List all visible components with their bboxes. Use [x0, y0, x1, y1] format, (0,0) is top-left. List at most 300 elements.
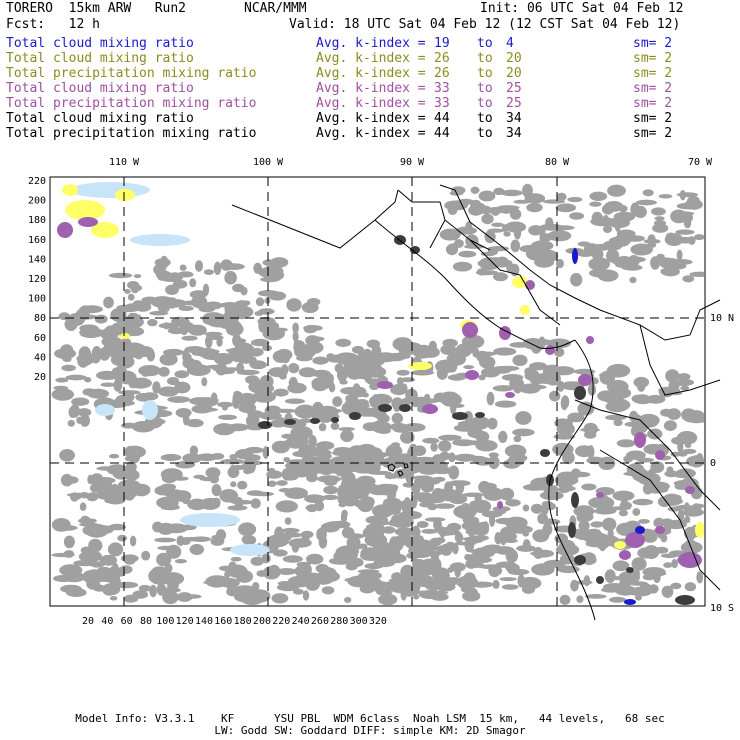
cloud-patch-gray	[152, 522, 163, 533]
y-tick-label: 40	[33, 352, 46, 364]
cloud-patch-gray	[84, 377, 91, 382]
cloud-patch-gray	[633, 499, 654, 506]
cloud-patch-gray	[82, 525, 100, 536]
cloud-patch-gray	[424, 394, 431, 405]
cloud-patch-gray	[231, 557, 242, 562]
cloud-patch-gray	[101, 383, 115, 387]
legend-field: Total cloud mixing ratio	[6, 81, 194, 96]
x-tick-label: 140	[194, 616, 214, 627]
cloud-patch-gray	[232, 396, 239, 409]
cloud-patch-gray	[312, 379, 329, 391]
cloud-patch-gray	[83, 569, 106, 583]
cloud-patch-gray	[451, 186, 465, 194]
cloud-patch-gray	[493, 272, 508, 281]
cloud-patch-gray	[238, 522, 256, 536]
cloud-patch-yellow	[120, 333, 130, 339]
legend-end: 25	[506, 81, 522, 96]
cloud-patch-gray	[626, 257, 646, 263]
cloud-patch-gray	[448, 204, 458, 215]
legend-sm: sm= 2	[633, 96, 673, 111]
cloud-patch-lightblue	[70, 182, 150, 198]
cloud-patch-gray	[411, 563, 428, 576]
legend-to: to	[477, 66, 493, 81]
cloud-patch-gray	[294, 345, 316, 359]
cloud-patch-gray	[283, 555, 303, 563]
cloud-patch-gray	[303, 462, 318, 469]
legend-sm: sm= 2	[633, 126, 673, 141]
legend-end: 34	[506, 111, 522, 126]
cloud-patch-gray	[87, 389, 109, 399]
cloud-patch-gray	[684, 502, 690, 516]
cloud-patch-gray	[435, 582, 455, 591]
cloud-patch-gray	[508, 569, 529, 575]
cloud-patch-gray	[502, 584, 519, 590]
cloud-core-dark	[349, 412, 361, 420]
legend-from: 26	[434, 66, 450, 81]
legend-kindex: Avg. k-index =	[316, 96, 426, 111]
cloud-patch-gray	[312, 450, 327, 455]
cloud-patch-gray	[417, 521, 429, 528]
cloud-patch-gray	[637, 458, 655, 463]
cloud-core-dark	[675, 595, 695, 605]
cloud-patch-gray	[80, 354, 94, 366]
cloud-patch-gray	[141, 551, 150, 561]
cloud-patch-gray	[589, 192, 607, 201]
cloud-patch-gray	[696, 571, 703, 583]
cloud-patch-gray	[337, 488, 349, 498]
cloud-patch-gray	[536, 373, 551, 380]
cloud-patch-gray	[157, 588, 181, 593]
cloud-patch-gray	[334, 447, 353, 453]
cloud-patch-gray	[261, 554, 270, 564]
cloud-patch-gray	[515, 411, 531, 425]
cloud-patch-gray	[634, 206, 647, 218]
cloud-patch-gray	[372, 514, 387, 524]
cloud-patch-blue	[635, 526, 645, 534]
lat-label: 10 N	[710, 313, 735, 324]
cloud-patch-gray	[284, 487, 308, 499]
cloud-patch-gray	[530, 551, 550, 555]
cloud-patch-gray	[643, 189, 654, 196]
cloud-patch-gray	[332, 396, 342, 407]
cloud-patch-gray	[277, 568, 297, 575]
cloud-patch-gray	[487, 229, 504, 233]
cloud-patch-blue	[572, 248, 578, 264]
cloud-patch-gray	[164, 489, 185, 498]
cloud-patch-gray	[195, 260, 203, 272]
cloud-patch-gray	[677, 441, 683, 453]
cloud-patch-gray	[423, 457, 435, 466]
cloud-patch-purple	[422, 404, 438, 414]
cloud-patch-gray	[312, 357, 328, 365]
cloud-patch-gray	[242, 535, 256, 545]
cloud-patch-gray	[639, 583, 652, 594]
cloud-patch-gray	[189, 278, 196, 287]
cloud-patch-gray	[511, 240, 521, 253]
legend-kindex: Avg. k-index =	[316, 51, 426, 66]
cloud-patch-gray	[352, 346, 364, 354]
legend-sm: sm= 2	[633, 36, 673, 51]
cloud-patch-gray	[263, 265, 284, 279]
cloud-patch-gray	[100, 555, 117, 566]
cloud-core-dark	[568, 522, 576, 538]
cloud-patch-gray	[536, 253, 554, 257]
cloud-patch-gray	[175, 559, 187, 563]
cloud-patch-gray	[577, 251, 593, 257]
cloud-patch-gray	[128, 294, 135, 301]
cloud-patch-gray	[608, 529, 614, 539]
cloud-patch-gray	[178, 271, 194, 277]
cloud-patch-gray	[117, 535, 127, 542]
cloud-patch-gray	[603, 215, 609, 224]
cloud-patch-gray	[558, 478, 573, 490]
cloud-patch-gray	[677, 250, 683, 261]
cloud-patch-gray	[306, 474, 318, 483]
cloud-patch-gray	[109, 273, 133, 278]
legend-field: Total precipitation mixing ratio	[6, 96, 257, 111]
cloud-patch-gray	[594, 508, 617, 515]
cloud-patch-gray	[589, 202, 601, 207]
cloud-patch-gray	[327, 355, 344, 363]
y-tick-label: 60	[33, 332, 46, 344]
cloud-patch-gray	[214, 262, 222, 275]
cloud-patch-gray	[512, 429, 535, 437]
cloud-patch-gray	[224, 271, 237, 285]
cloud-patch-gray	[676, 468, 696, 478]
x-tick-label: 160	[214, 616, 233, 627]
x-tick-label: 280	[330, 616, 349, 627]
cloud-patch-gray	[270, 420, 287, 428]
cloud-patch-gray	[290, 426, 312, 440]
cloud-patch-gray	[112, 367, 127, 376]
cloud-patch-gray	[617, 439, 636, 447]
legend-end: 4	[506, 36, 514, 51]
cloud-patch-gray	[113, 379, 122, 392]
cloud-patch-gray	[466, 521, 475, 535]
y-tick-label: 120	[27, 274, 46, 285]
cloud-patch-gray	[151, 576, 169, 585]
cloud-patch-gray	[130, 536, 136, 547]
x-tick-label: 40	[101, 616, 114, 627]
cloud-patch-gray	[602, 204, 614, 215]
cloud-patch-gray	[54, 348, 76, 359]
cloud-patch-gray	[382, 554, 390, 562]
cloud-patch-lightblue	[230, 544, 270, 556]
cloud-patch-gray	[79, 523, 98, 527]
legend-to: to	[477, 81, 493, 96]
cloud-patch-gray	[603, 225, 612, 233]
legend-end: 34	[506, 126, 522, 141]
cloud-patch-gray	[363, 422, 378, 431]
cloud-patch-gray	[505, 222, 526, 233]
weather-map	[0, 150, 740, 640]
cloud-patch-gray	[61, 365, 76, 372]
cloud-patch-gray	[235, 355, 242, 360]
cloud-patch-gray	[80, 414, 90, 427]
cloud-patch-gray	[339, 380, 347, 385]
cloud-patch-gray	[158, 367, 169, 377]
legend-sm: sm= 2	[633, 81, 673, 96]
cloud-patch-gray	[529, 362, 547, 370]
cloud-patch-gray	[557, 381, 565, 392]
cloud-patch-gray	[378, 594, 397, 606]
cloud-patch-gray	[475, 440, 497, 451]
cloud-patch-gray	[79, 305, 103, 313]
cloud-patch-gray	[285, 398, 305, 404]
cloud-patch-gray	[584, 423, 598, 435]
cloud-patch-gray	[87, 475, 93, 485]
cloud-patch-gray	[510, 525, 533, 534]
cloud-patch-gray	[189, 360, 202, 370]
cloud-patch-gray	[462, 591, 480, 599]
cloud-patch-gray	[349, 402, 370, 409]
cloud-patch-gray	[147, 349, 156, 361]
cloud-patch-gray	[52, 388, 74, 400]
cloud-patch-gray	[614, 212, 636, 222]
legend-end: 20	[506, 51, 522, 66]
cloud-patch-gray	[323, 486, 338, 495]
cloud-patch-gray	[671, 559, 678, 568]
legend-from: 44	[434, 111, 450, 126]
legend-to: to	[477, 111, 493, 126]
cloud-patch-gray	[667, 466, 674, 473]
x-tick-label: 180	[233, 616, 252, 627]
cloud-patch-gray	[161, 454, 182, 461]
legend-field: Total cloud mixing ratio	[6, 51, 194, 66]
cloud-patch-gray	[361, 585, 376, 592]
cloud-patch-gray	[595, 457, 605, 461]
cloud-patch-gray	[70, 404, 80, 418]
cloud-patch-gray	[202, 352, 225, 360]
legend-to: to	[477, 51, 493, 66]
cloud-patch-gray	[523, 531, 530, 537]
cloud-patch-gray	[663, 562, 672, 568]
cloud-patch-gray	[360, 548, 372, 561]
cloud-patch-gray	[346, 563, 358, 571]
y-tick-label: 180	[27, 215, 46, 227]
lon-label: 90 W	[399, 157, 425, 168]
cloud-patch-gray	[173, 477, 189, 481]
cloud-patch-gray	[219, 367, 241, 371]
cloud-patch-gray	[360, 496, 375, 508]
cloud-patch-gray	[68, 420, 75, 427]
x-tick-label: 260	[310, 616, 329, 627]
cloud-patch-gray	[453, 262, 472, 272]
cloud-core-dark	[331, 417, 339, 423]
cloud-patch-gray	[366, 524, 384, 531]
cloud-patch-purple	[57, 222, 73, 238]
cloud-patch-gray	[569, 212, 584, 219]
cloud-patch-gray	[463, 365, 474, 369]
lon-label: 70 W	[687, 157, 713, 168]
cloud-patch-gray	[471, 187, 480, 194]
cloud-patch-gray	[77, 315, 98, 320]
cloud-patch-gray	[522, 585, 535, 594]
cloud-patch-gray	[66, 375, 87, 381]
cloud-patch-yellow	[520, 305, 530, 315]
cloud-patch-gray	[409, 444, 418, 458]
x-tick-label: 320	[368, 616, 387, 627]
cloud-patch-gray	[267, 481, 276, 487]
cloud-patch-gray	[415, 348, 431, 354]
y-tick-label: 80	[33, 313, 46, 325]
cloud-patch-gray	[494, 532, 501, 544]
cloud-patch-gray	[465, 563, 484, 568]
cloud-patch-gray	[575, 445, 593, 457]
cloud-patch-gray	[655, 486, 669, 493]
cloud-patch-gray	[668, 374, 690, 379]
forecast-hour: Fcst: 12 h	[6, 17, 100, 32]
cloud-patch-gray	[570, 273, 582, 287]
cloud-core-dark	[574, 555, 586, 565]
cloud-core-dark	[310, 418, 320, 424]
cloud-patch-gray	[481, 483, 497, 490]
cloud-patch-gray	[433, 558, 442, 572]
cloud-patch-gray	[448, 374, 466, 380]
cloud-core-dark	[452, 412, 468, 420]
cloud-patch-gray	[339, 503, 347, 508]
cloud-patch-gray	[61, 474, 73, 487]
cloud-patch-gray	[498, 431, 507, 443]
cloud-patch-gray	[579, 520, 590, 532]
cloud-patch-gray	[129, 450, 140, 464]
cloud-patch-purple	[462, 322, 478, 338]
cloud-patch-lightblue	[130, 234, 190, 246]
lat-label: 0	[710, 458, 717, 469]
lon-label: 110 W	[108, 157, 140, 168]
cloud-patch-gray	[259, 412, 281, 420]
cloud-patch-gray	[156, 497, 179, 509]
cloud-patch-gray	[495, 518, 513, 524]
cloud-patch-gray	[403, 423, 425, 432]
x-tick-label: 60	[120, 616, 133, 627]
cloud-patch-yellow	[62, 184, 78, 196]
cloud-patch-gray	[205, 332, 223, 337]
legend-from: 26	[434, 51, 450, 66]
cloud-patch-purple	[634, 432, 646, 448]
cloud-patch-gray	[666, 233, 676, 242]
cloud-patch-gray	[288, 363, 299, 373]
cloud-patch-gray	[620, 502, 632, 510]
cloud-patch-gray	[572, 472, 590, 478]
cloud-patch-gray	[304, 494, 325, 503]
cloud-patch-purple	[78, 217, 98, 227]
cloud-patch-purple	[545, 345, 555, 355]
cloud-patch-gray	[123, 595, 138, 603]
cloud-patch-gray	[295, 566, 305, 576]
cloud-patch-gray	[329, 383, 335, 393]
cloud-patch-gray	[397, 370, 410, 376]
cloud-patch-gray	[394, 573, 411, 579]
cloud-patch-gray	[165, 523, 188, 533]
cloud-patch-gray	[319, 423, 327, 431]
cloud-patch-gray	[149, 585, 157, 598]
cloud-patch-gray	[603, 394, 616, 403]
cloud-patch-gray	[629, 411, 638, 422]
cloud-patch-gray	[481, 214, 493, 224]
cloud-patch-gray	[516, 545, 536, 552]
cloud-patch-gray	[552, 443, 574, 456]
cloud-patch-gray	[316, 373, 333, 377]
y-tick-label: 20	[33, 372, 46, 383]
cloud-patch-gray	[433, 519, 442, 531]
cloud-patch-gray	[435, 360, 456, 374]
cloud-patch-gray	[435, 503, 455, 509]
cloud-patch-gray	[286, 298, 301, 311]
cloud-patch-gray	[542, 523, 552, 536]
cloud-patch-gray	[228, 562, 237, 574]
cloud-patch-gray	[500, 577, 517, 581]
x-tick-label: 80	[139, 616, 153, 627]
cloud-patch-gray	[206, 467, 221, 478]
cloud-core-dark	[626, 567, 634, 573]
cloud-patch-gray	[390, 484, 398, 490]
cloud-fields	[51, 182, 710, 605]
cloud-patch-gray	[472, 547, 495, 558]
cloud-core-dark	[284, 419, 296, 425]
x-tick-label: 20	[81, 616, 95, 627]
cloud-patch-gray	[528, 225, 543, 235]
cloud-patch-gray	[167, 377, 179, 385]
cloud-patch-gray	[220, 578, 240, 588]
cloud-patch-gray	[439, 392, 460, 406]
legend-from: 33	[434, 96, 450, 111]
cloud-patch-gray	[622, 265, 643, 271]
cloud-patch-gray	[110, 596, 118, 601]
cloud-patch-gray	[656, 226, 668, 230]
cloud-patch-gray	[645, 571, 666, 577]
cloud-patch-gray	[220, 459, 244, 465]
cloud-patch-gray	[588, 384, 596, 396]
cloud-patch-gray	[111, 323, 121, 335]
legend-from: 44	[434, 126, 450, 141]
x-tick-label: 220	[272, 616, 291, 627]
cloud-patch-gray	[203, 284, 209, 296]
cloud-patch-gray	[227, 423, 249, 431]
cloud-patch-gray	[183, 301, 199, 306]
cloud-patch-gray	[578, 241, 591, 246]
cloud-patch-gray	[196, 453, 218, 461]
cloud-patch-gray	[200, 408, 218, 412]
cloud-patch-gray	[381, 415, 390, 423]
cloud-patch-yellow	[695, 522, 705, 538]
x-tick-label: 300	[349, 616, 368, 627]
cloud-patch-gray	[248, 381, 269, 394]
cloud-patch-gray	[643, 483, 653, 494]
cloud-patch-gray	[370, 394, 392, 405]
cloud-patch-gray	[91, 328, 103, 337]
cloud-patch-gray	[372, 345, 382, 357]
cloud-patch-purple	[655, 526, 665, 534]
cloud-patch-gray	[262, 327, 285, 341]
cloud-core-dark	[399, 404, 411, 412]
cloud-patch-gray	[80, 502, 87, 511]
cloud-patch-gray	[59, 449, 75, 462]
cloud-patch-gray	[322, 586, 335, 594]
legend-sm: sm= 2	[633, 51, 673, 66]
lon-label: 80 W	[544, 157, 570, 168]
cloud-patch-gray	[251, 498, 261, 508]
cloud-patch-gray	[282, 528, 300, 533]
cloud-patch-gray	[344, 597, 351, 603]
cloud-patch-gray	[306, 554, 323, 565]
cloud-patch-gray	[684, 527, 697, 540]
cloud-patch-purple	[685, 486, 695, 494]
cloud-patch-gray	[561, 395, 569, 408]
cloud-patch-gray	[316, 564, 329, 573]
cloud-patch-gray	[66, 588, 87, 597]
cloud-patch-gray	[268, 291, 286, 300]
